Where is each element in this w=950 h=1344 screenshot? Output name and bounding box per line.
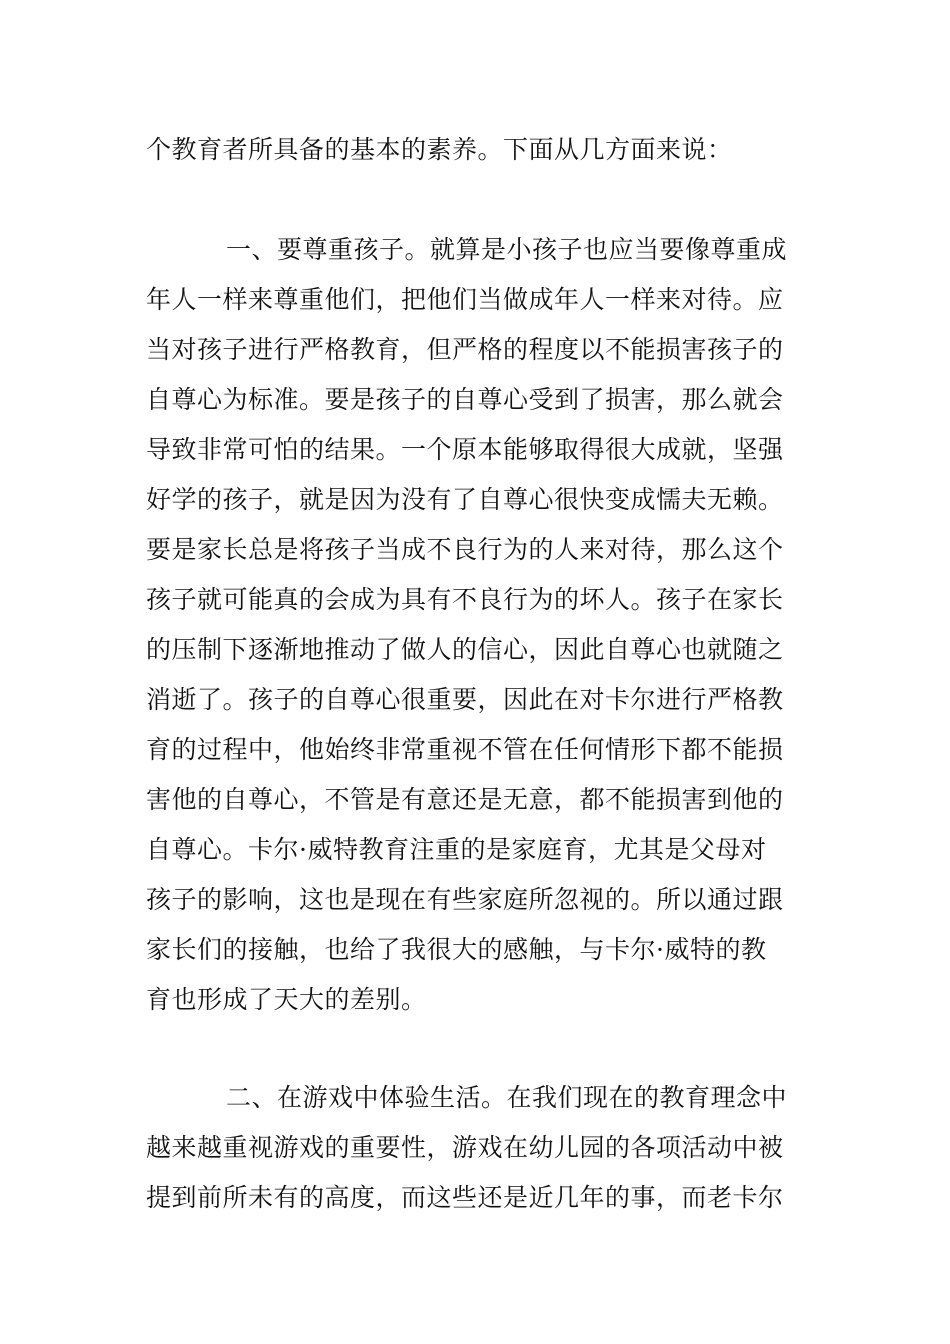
section-2-line: 提到前所未有的高度，而这些还是近几年的事，而老卡尔 (146, 1183, 784, 1212)
section-1-line: 孩子就可能真的会成为具有不良行为的坏人。孩子在家长 (146, 585, 784, 614)
section-1-line: 育也形成了天大的差别。 (146, 985, 427, 1014)
section-1-line: 自尊心为标准。要是孩子的自尊心受到了损害，那么就会 (146, 385, 784, 414)
section-1-line: 导致非常可怕的结果。一个原本能够取得很大成就，坚强 (146, 435, 784, 464)
section-1-line: 家长们的接触，也给了我很大的感触，与卡尔·威特的教 (146, 935, 767, 964)
section-2-line: 越来越重视游戏的重要性，游戏在幼儿园的各项活动中被 (146, 1133, 784, 1162)
intro-tail-line: 个教育者所具备的基本的素养。下面从几方面来说： (146, 135, 733, 164)
section-1-line: 育的过程中，他始终非常重视不管在任何情形下都不能损 (146, 735, 784, 764)
section-1-line: 害他的自尊心，不管是有意还是无意，都不能损害到他的 (146, 785, 784, 814)
section-1-line: 的压制下逐渐地推动了做人的信心，因此自尊心也就随之 (146, 635, 784, 664)
section-1-line: 年人一样来尊重他们，把他们当做成年人一样来对待。应 (146, 285, 784, 314)
section-1-line: 孩子的影响，这也是现在有些家庭所忽视的。所以通过跟 (146, 885, 784, 914)
section-1-line: 一、要尊重孩子。就算是小孩子也应当要像尊重成 (226, 235, 788, 264)
section-1-line: 自尊心。卡尔·威特教育注重的是家庭育，尤其是父母对 (146, 835, 767, 864)
section-1-line: 当对孩子进行严格教育，但严格的程度以不能损害孩子的 (146, 335, 784, 364)
section-2-line: 二、在游戏中体验生活。在我们现在的教育理念中 (226, 1083, 788, 1112)
section-1-line: 消逝了。孩子的自尊心很重要，因此在对卡尔进行严格教 (146, 685, 784, 714)
section-1-line: 要是家长总是将孩子当成不良行为的人来对待，那么这个 (146, 535, 784, 564)
section-1-line: 好学的孩子，就是因为没有了自尊心很快变成懦夫无赖。 (146, 485, 784, 514)
